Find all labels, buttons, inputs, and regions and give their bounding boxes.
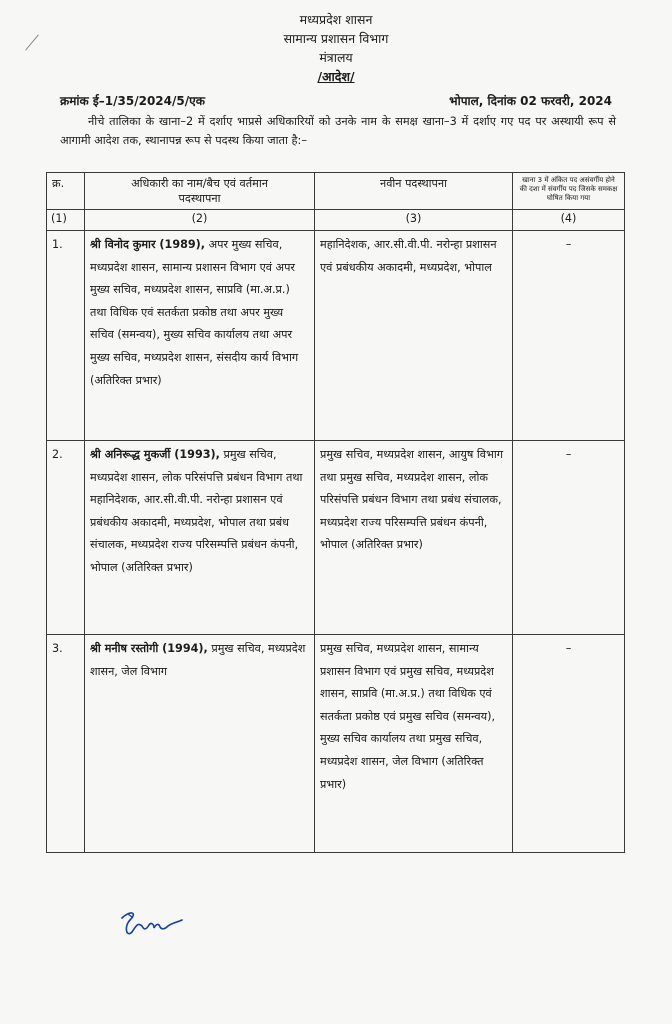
officer-cell <box>85 635 315 853</box>
current-posting: अपर मुख्य सचिव, मध्यप्रदेश शासन, सामान्य प्रशासन विभाग एवं अपर मुख्य सचिव, मध्यप्रदेश शासन, साप्रवि (मा.अ.प्र.) तथा विधिक एवं सतर्कता प्रकोष्ठ तथा अपर मुख्य सचिव (समन्वय), मुख्य सचिव कार्यालय तथा अपर मुख्य सचिव, मध्यप्रदेश शासन, संसदीय कार्य विभाग (अतिरिक्त प्रभार) <box>90 238 299 387</box>
officer-name: श्री अनिरूद्ध मुकर्जी (1993), <box>90 448 220 461</box>
column-number: (4) <box>513 210 625 231</box>
officer-name: श्री मनीष रस्तोगी (1994), <box>90 642 208 655</box>
officer-cell <box>85 231 315 441</box>
header-remark <box>513 173 625 210</box>
header-ministry: मंत्रालय <box>319 50 353 65</box>
row-sn: 3. <box>47 635 85 853</box>
header-department: सामान्य प्रशासन विभाग <box>283 31 389 46</box>
new-posting: प्रमुख सचिव, मध्यप्रदेश शासन, आयुष विभाग तथा प्रमुख सचिव, मध्यप्रदेश शासन, लोक परिसंपत्ति प्रबंधन विभाग तथा प्रबंध संचालक, मध्यप्रदेश राज्य परिसम्पत्ति प्रबंधन कंपनी, भोपाल (अतिरिक्त प्रभार) <box>315 441 513 635</box>
table-row <box>47 635 625 853</box>
remark: – <box>513 441 625 635</box>
officer-cell <box>85 441 315 635</box>
intro-paragraph <box>60 112 616 150</box>
reference-number: क्रमांक ई–1/35/2024/5/एक <box>60 94 205 108</box>
column-number: (3) <box>315 210 513 231</box>
document-header <box>0 10 672 86</box>
row-sn: 1. <box>47 231 85 441</box>
header-new-posting: नवीन पदस्थापना <box>315 173 513 210</box>
new-posting: प्रमुख सचिव, मध्यप्रदेश शासन, सामान्य प्रशासन विभाग एवं प्रमुख सचिव, मध्यप्रदेश शासन, साप्रवि (मा.अ.प्र.) तथा विधिक एवं सतर्कता प्रकोष्ठ एवं प्रमुख सचिव (समन्वय), मुख्य सचिव कार्यालय तथा प्रमुख सचिव, मध्यप्रदेश शासन, जेल विभाग (अतिरिक्त प्रभार) <box>315 635 513 853</box>
header-officer-line2: पदस्थापना <box>178 192 221 205</box>
signature <box>116 908 186 944</box>
intro-text: नीचे तालिका के खाना–2 में दर्शाए भाप्रसे अधिकारियों को उनके नाम के समक्ष खाना–3 में दर्शाए गए पद पर अस्थायी रूप से आगामी आदेश तक, स्थानापन्न रूप से पदस्थ किया जाता है:– <box>60 115 616 147</box>
column-number-row <box>47 210 625 231</box>
new-posting: महानिदेशक, आर.सी.वी.पी. नरोन्हा प्रशासन एवं प्रबंधकीय अकादमी, मध्यप्रदेश, भोपाल <box>315 231 513 441</box>
order-title: /आदेश/ <box>317 69 355 84</box>
remark: – <box>513 231 625 441</box>
current-posting: प्रमुख सचिव, मध्यप्रदेश शासन, लोक परिसंपत्ति प्रबंधन विभाग तथा महानिदेशक, आर.सी.वी.पी. नरोन्हा प्रशासन एवं प्रबंधकीय अकादमी, मध्यप्रदेश, भोपाल तथा प्रबंध संचालक, मध्यप्रदेश राज्य परिसम्पत्ति प्रबंधन कंपनी, भोपाल (अतिरिक्त प्रभार) <box>90 448 303 574</box>
current-posting: प्रमुख सचिव, मध्यप्रदेश शासन, जेल विभाग <box>90 642 306 678</box>
header-officer-line1: अधिकारी का नाम/बैच एवं वर्तमान <box>131 177 268 190</box>
header-officer <box>85 173 315 210</box>
officer-name: श्री विनोद कुमार (1989), <box>90 238 206 251</box>
table-row <box>47 441 625 635</box>
column-number: (1) <box>47 210 85 231</box>
place-date: भोपाल, दिनांक 02 फरवरी, 2024 <box>449 94 612 108</box>
row-sn: 2. <box>47 441 85 635</box>
column-number: (2) <box>85 210 315 231</box>
header-remark-text: खाना 3 में अंकित पद असंवर्गीय होने की दशा में संवर्गीय पद जिसके समकक्ष घोषित किया गया <box>519 176 618 202</box>
header-government: मध्यप्रदेश शासन <box>299 12 373 27</box>
header-sn: क्र. <box>47 173 85 210</box>
postings-table <box>46 172 625 853</box>
remark: – <box>513 635 625 853</box>
table-row <box>47 231 625 441</box>
table-header-row <box>47 173 625 210</box>
